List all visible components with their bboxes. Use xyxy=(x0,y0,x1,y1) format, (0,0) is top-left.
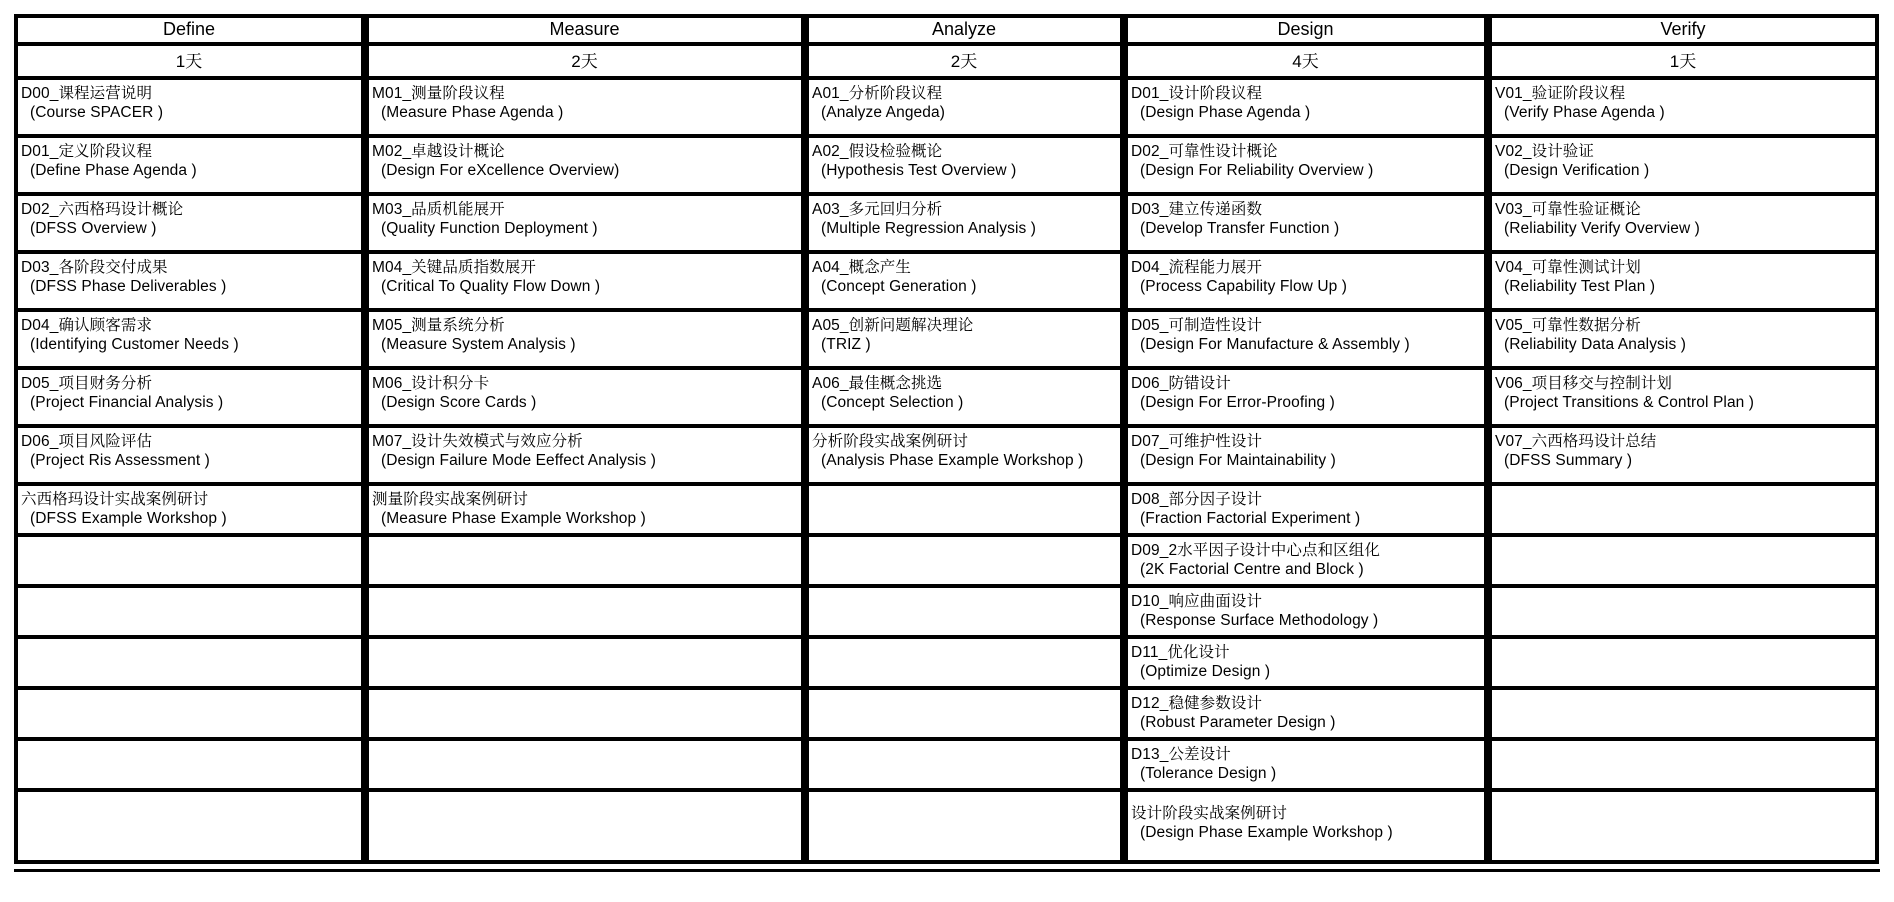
empty-cell xyxy=(809,533,1120,584)
empty-cell xyxy=(18,737,361,788)
module-title-en: (DFSS Phase Deliverables ) xyxy=(30,278,227,295)
module-title-zh: 分析阶段实战案例研讨 xyxy=(812,433,969,450)
module-cell xyxy=(1128,250,1484,308)
empty-cell xyxy=(369,635,801,686)
module-cell xyxy=(18,424,361,482)
phase-duration: 2天 xyxy=(950,52,978,71)
phase-name: Define xyxy=(162,19,216,39)
module-title-en: (Reliability Data Analysis ) xyxy=(1504,336,1686,353)
module-title-zh: A04_概念产生 xyxy=(812,259,911,276)
module-title-en: (Reliability Test Plan ) xyxy=(1504,278,1656,295)
empty-cell xyxy=(18,533,361,584)
module-title-en: (Concept Generation ) xyxy=(821,278,977,295)
page-bottom-rule xyxy=(14,869,1880,872)
module-title-zh: M02_卓越设计概论 xyxy=(372,143,505,160)
module-title-zh: D12_稳健参数设计 xyxy=(1131,695,1263,712)
module-title-zh: D10_响应曲面设计 xyxy=(1131,593,1263,610)
module-title-zh: M06_设计积分卡 xyxy=(372,375,490,392)
phase-duration: 1天 xyxy=(175,52,203,71)
phase-duration: 4天 xyxy=(1292,52,1319,71)
module-cell xyxy=(369,308,801,366)
module-cell xyxy=(809,134,1120,192)
phase-duration: 1天 xyxy=(1669,52,1697,71)
empty-cell xyxy=(1492,482,1875,533)
module-title-zh: 六西格玛设计实战案例研讨 xyxy=(21,491,209,508)
phase-column-measure xyxy=(365,14,805,864)
module-title-zh: A06_最佳概念挑选 xyxy=(812,375,943,392)
module-title-en: (Identifying Customer Needs ) xyxy=(30,336,239,353)
module-title-en: (Project Financial Analysis ) xyxy=(30,394,224,411)
module-title-zh: D06_项目风险评估 xyxy=(21,433,153,450)
module-title-en: (TRIZ ) xyxy=(821,336,871,353)
empty-cell xyxy=(809,584,1120,635)
module-cell xyxy=(1128,308,1484,366)
dmadv-schedule-table xyxy=(14,14,1894,864)
module-title-en: (Fraction Factorial Experiment ) xyxy=(1140,510,1361,527)
module-cell xyxy=(1128,424,1484,482)
phase-duration: 2天 xyxy=(571,52,598,71)
empty-cell xyxy=(369,584,801,635)
empty-cell xyxy=(809,788,1120,860)
module-cell xyxy=(18,76,361,134)
module-title-en: (Design For Manufacture & Assembly ) xyxy=(1140,336,1410,353)
module-cell xyxy=(18,308,361,366)
module-title-en: (Design Score Cards ) xyxy=(381,394,537,411)
module-cell xyxy=(18,366,361,424)
module-title-en: (Design For eXcellence Overview) xyxy=(381,162,620,179)
phase-duration-cell xyxy=(809,42,1120,76)
module-title-zh: D08_部分因子设计 xyxy=(1131,491,1263,508)
module-title-en: (Analysis Phase Example Workshop ) xyxy=(821,452,1084,469)
module-cell xyxy=(809,308,1120,366)
empty-cell xyxy=(18,635,361,686)
phase-header xyxy=(18,18,361,42)
phase-name: Design xyxy=(1277,19,1334,39)
module-title-en: (DFSS Example Workshop ) xyxy=(30,510,227,527)
module-title-zh: D05_可制造性设计 xyxy=(1131,317,1263,334)
phase-name: Verify xyxy=(1660,19,1706,39)
module-title-en: (Robust Parameter Design ) xyxy=(1140,714,1336,731)
module-title-zh: A05_创新问题解决理论 xyxy=(812,317,974,334)
module-title-en: (Analyze Angeda) xyxy=(821,104,945,121)
phase-duration-cell xyxy=(369,42,801,76)
module-title-zh: V05_可靠性数据分析 xyxy=(1495,317,1641,334)
module-cell xyxy=(1492,366,1875,424)
module-title-en: (Design Phase Agenda ) xyxy=(1140,104,1311,121)
module-title-en: (Tolerance Design ) xyxy=(1140,765,1277,782)
module-cell xyxy=(1492,192,1875,250)
module-title-zh: D11_优化设计 xyxy=(1131,644,1230,661)
module-cell xyxy=(369,192,801,250)
empty-cell xyxy=(18,686,361,737)
module-cell xyxy=(1128,737,1484,788)
empty-cell xyxy=(1492,737,1875,788)
module-cell xyxy=(1492,424,1875,482)
module-title-zh: D01_定义阶段议程 xyxy=(21,143,153,160)
module-title-en: (Measure System Analysis ) xyxy=(381,336,576,353)
module-cell xyxy=(809,192,1120,250)
empty-cell xyxy=(369,788,801,860)
module-cell xyxy=(1492,308,1875,366)
empty-cell xyxy=(1492,533,1875,584)
module-cell xyxy=(809,424,1120,482)
module-title-en: (DFSS Overview ) xyxy=(30,220,157,237)
module-title-zh: A02_假设检验概论 xyxy=(812,143,943,160)
module-title-en: (Process Capability Flow Up ) xyxy=(1140,278,1348,295)
phase-header xyxy=(809,18,1120,42)
phase-column-verify xyxy=(1488,14,1879,864)
module-title-zh: D02_可靠性设计概论 xyxy=(1131,143,1278,160)
module-cell xyxy=(1128,584,1484,635)
module-cell xyxy=(1128,192,1484,250)
empty-cell xyxy=(369,686,801,737)
empty-cell xyxy=(18,584,361,635)
module-cell xyxy=(18,482,361,533)
module-cell xyxy=(369,482,801,533)
module-cell xyxy=(1128,686,1484,737)
empty-cell xyxy=(1492,635,1875,686)
module-title-zh: M03_品质机能展开 xyxy=(372,201,505,218)
module-cell xyxy=(369,424,801,482)
empty-cell xyxy=(369,533,801,584)
module-title-en: (Design For Maintainability ) xyxy=(1140,452,1336,469)
module-title-en: (Reliability Verify Overview ) xyxy=(1504,220,1700,237)
module-cell xyxy=(369,250,801,308)
empty-cell xyxy=(809,635,1120,686)
module-title-zh: D04_流程能力展开 xyxy=(1131,259,1263,276)
phase-name: Measure xyxy=(549,19,620,39)
module-title-zh: D03_各阶段交付成果 xyxy=(21,259,168,276)
module-cell xyxy=(18,192,361,250)
module-title-zh: 设计阶段实战案例研讨 xyxy=(1131,805,1288,822)
phase-duration-cell xyxy=(1492,42,1875,76)
module-title-en: (Response Surface Methodology ) xyxy=(1140,612,1379,629)
phase-header xyxy=(1128,18,1484,42)
module-title-en: (DFSS Summary ) xyxy=(1504,452,1633,469)
module-cell xyxy=(809,366,1120,424)
module-title-zh: V07_六西格玛设计总结 xyxy=(1495,433,1657,450)
phase-name: Analyze xyxy=(931,19,997,39)
module-title-zh: M01_测量阶段议程 xyxy=(372,85,505,102)
module-title-zh: V06_项目移交与控制计划 xyxy=(1495,375,1673,392)
empty-cell xyxy=(809,737,1120,788)
empty-cell xyxy=(809,686,1120,737)
empty-cell xyxy=(809,482,1120,533)
phase-column-define xyxy=(14,14,365,864)
module-title-en: (Define Phase Agenda ) xyxy=(30,162,197,179)
module-title-zh: V01_验证阶段议程 xyxy=(1495,85,1626,102)
module-title-zh: M05_测量系统分析 xyxy=(372,317,505,334)
module-cell xyxy=(1128,533,1484,584)
phase-column-analyze xyxy=(805,14,1124,864)
module-title-zh: D01_设计阶段议程 xyxy=(1131,85,1263,102)
empty-cell xyxy=(1492,686,1875,737)
module-title-zh: D03_建立传递函数 xyxy=(1131,201,1263,218)
module-cell xyxy=(809,76,1120,134)
module-title-en: (Hypothesis Test Overview ) xyxy=(821,162,1017,179)
module-title-zh: D09_2水平因子设计中心点和区组化 xyxy=(1131,542,1380,559)
module-cell xyxy=(1128,482,1484,533)
module-cell xyxy=(1492,250,1875,308)
module-title-zh: V02_设计验证 xyxy=(1495,143,1594,160)
module-title-zh: A03_多元回归分析 xyxy=(812,201,943,218)
module-cell xyxy=(809,250,1120,308)
phase-header xyxy=(369,18,801,42)
module-title-zh: A01_分析阶段议程 xyxy=(812,85,943,102)
module-title-zh: D13_公差设计 xyxy=(1131,746,1231,763)
module-title-en: (Measure Phase Agenda ) xyxy=(381,104,564,121)
module-title-en: (Design For Reliability Overview ) xyxy=(1140,162,1374,179)
phase-header xyxy=(1492,18,1875,42)
module-title-zh: D07_可维护性设计 xyxy=(1131,433,1263,450)
module-title-zh: D02_六西格玛设计概论 xyxy=(21,201,184,218)
module-title-en: (Project Transitions & Control Plan ) xyxy=(1504,394,1755,411)
module-cell xyxy=(1128,788,1484,860)
module-cell xyxy=(369,366,801,424)
module-title-en: (Design Phase Example Workshop ) xyxy=(1140,824,1393,841)
module-title-en: (Multiple Regression Analysis ) xyxy=(821,220,1037,237)
module-title-zh: M04_关键品质指数展开 xyxy=(372,259,536,276)
module-title-en: (Design Failure Mode Eeffect Analysis ) xyxy=(381,452,656,469)
empty-cell xyxy=(369,737,801,788)
module-title-zh: V04_可靠性测试计划 xyxy=(1495,259,1641,276)
module-cell xyxy=(369,134,801,192)
module-title-en: (Verify Phase Agenda ) xyxy=(1504,104,1665,121)
module-title-en: (2K Factorial Centre and Block ) xyxy=(1140,561,1364,578)
phase-column-design xyxy=(1124,14,1488,864)
module-title-en: (Measure Phase Example Workshop ) xyxy=(381,510,646,527)
module-title-zh: M07_设计失效模式与效应分析 xyxy=(372,433,583,450)
module-title-zh: D06_防错设计 xyxy=(1131,375,1231,392)
module-title-zh: D00_课程运营说明 xyxy=(21,85,153,102)
module-cell xyxy=(369,76,801,134)
module-title-en: (Course SPACER ) xyxy=(30,104,164,121)
module-title-en: (Concept Selection ) xyxy=(821,394,964,411)
module-title-zh: D04_确认顾客需求 xyxy=(21,317,153,334)
module-title-en: (Design For Error-Proofing ) xyxy=(1140,394,1335,411)
module-title-zh: 测量阶段实战案例研讨 xyxy=(372,491,529,508)
module-title-en: (Develop Transfer Function ) xyxy=(1140,220,1340,237)
module-cell xyxy=(1492,76,1875,134)
module-cell xyxy=(18,250,361,308)
empty-cell xyxy=(1492,788,1875,860)
module-title-en: (Optimize Design ) xyxy=(1140,663,1271,680)
module-title-zh: D05_项目财务分析 xyxy=(21,375,153,392)
phase-duration-cell xyxy=(1128,42,1484,76)
module-title-en: (Design Verification ) xyxy=(1504,162,1650,179)
module-cell xyxy=(1128,76,1484,134)
module-cell xyxy=(1128,635,1484,686)
module-cell xyxy=(1492,134,1875,192)
empty-cell xyxy=(18,788,361,860)
empty-cell xyxy=(1492,584,1875,635)
module-cell xyxy=(1128,366,1484,424)
module-cell xyxy=(18,134,361,192)
module-title-en: (Project Ris Assessment ) xyxy=(30,452,210,469)
module-title-zh: V03_可靠性验证概论 xyxy=(1495,201,1641,218)
module-title-en: (Critical To Quality Flow Down ) xyxy=(381,278,601,295)
module-cell xyxy=(1128,134,1484,192)
module-title-en: (Quality Function Deployment ) xyxy=(381,220,598,237)
phase-duration-cell xyxy=(18,42,361,76)
